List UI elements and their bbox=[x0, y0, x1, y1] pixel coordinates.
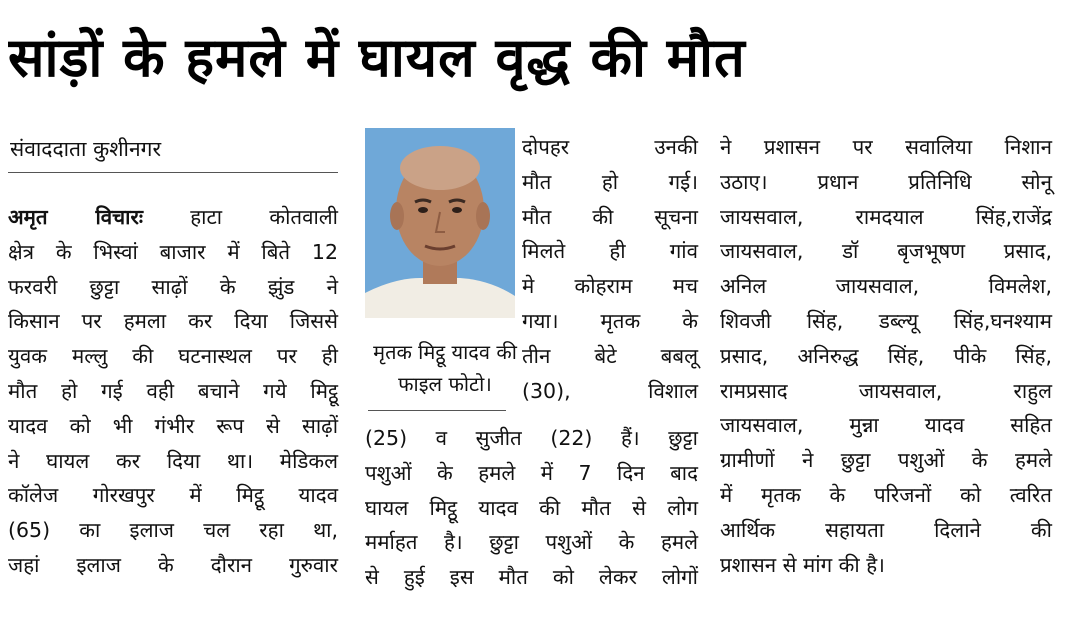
article-line: अमृत विचारः हाटा कोतवाली bbox=[8, 205, 338, 229]
article-line: (25) व सुजीत (22) हैं। छुट्टा bbox=[365, 426, 698, 450]
caption-line: फाइल फोटो। bbox=[398, 372, 492, 396]
article-line: ग्रामीणों ने छुट्टा पशुओं के हमले bbox=[720, 448, 1052, 473]
agency-tag: अमृत विचारः bbox=[8, 205, 144, 229]
article-line: दोपहर उनकी bbox=[522, 135, 698, 159]
article-line: उठाए। प्रधान प्रतिनिधि सोनू bbox=[720, 169, 1052, 194]
article-line: कॉलेज गोरखपुर में मिट्ठू यादव bbox=[8, 483, 338, 508]
article-line: जायसवाल, डॉ बृजभूषण प्रसाद, bbox=[720, 239, 1052, 264]
article-line: अनिल जायसवाल, विमलेश, bbox=[720, 274, 1052, 299]
article-line: जहां इलाज के दौरान गुरुवार bbox=[8, 552, 338, 577]
article-line: (65) का इलाज चल रहा था, bbox=[8, 518, 338, 543]
article-line: में मृतक के परिजनों को त्वरित bbox=[720, 482, 1052, 507]
article-column-3 bbox=[720, 130, 1052, 582]
caption-line: मृतक मिट्ठू यादव की bbox=[373, 340, 517, 364]
article-line: आर्थिक सहायता दिलाने की bbox=[720, 517, 1052, 542]
byline: संवाददाता कुशीनगर bbox=[10, 137, 162, 161]
article-line: जायसवाल, मुन्ना यादव सहित bbox=[720, 413, 1052, 438]
article-line: फरवरी छुट्टा साढ़ों के झुंड ने bbox=[8, 274, 338, 299]
headline: सांड़ों के हमले में घायल वृद्ध की मौत bbox=[8, 26, 746, 89]
portrait-illustration bbox=[365, 128, 515, 318]
article-column-1 bbox=[8, 200, 338, 583]
article-line: किसान पर हमला कर दिया जिससे bbox=[8, 309, 338, 334]
article-line: यादव को भी गंभीर रूप से साढ़ों bbox=[8, 413, 338, 438]
article-line: प्रशासन से मांग की है। bbox=[720, 552, 885, 577]
photo-caption bbox=[360, 336, 530, 400]
article-line: प्रसाद, अनिरुद्ध सिंह, पीके सिंह, bbox=[720, 343, 1052, 368]
article-line: क्षेत्र के भिस्वां बाजार में बिते 12 bbox=[8, 239, 338, 264]
article-line: मौत हो गई। bbox=[522, 169, 698, 194]
article-line: से हुई इस मौत को लेकर लोगों bbox=[365, 565, 698, 590]
article-line: रामप्रसाद जायसवाल, राहुल bbox=[720, 378, 1052, 403]
article-line: गया। मृतक के bbox=[522, 308, 698, 333]
article-line: ने प्रशासन पर सवालिया निशान bbox=[720, 135, 1052, 159]
article-line: पशुओं के हमले में 7 दिन बाद bbox=[365, 460, 698, 485]
article-line: (30), विशाल bbox=[522, 378, 698, 403]
article-line: मौत हो गई वही बचाने गये मिट्ठू bbox=[8, 378, 338, 403]
article-line: मिलते ही गांव bbox=[522, 239, 698, 264]
article-line: मे कोहराम मच bbox=[522, 274, 698, 299]
caption-divider bbox=[368, 410, 506, 411]
article-line: घायल मिट्ठू यादव की मौत से लोग bbox=[365, 495, 698, 520]
article-line: मर्माहत है। छुट्टा पशुओं के हमले bbox=[365, 530, 698, 555]
byline-divider bbox=[8, 172, 338, 173]
article-column-2-narrow bbox=[522, 130, 698, 408]
article-line: शिवजी सिंह, डब्ल्यू सिंह,घनश्याम bbox=[720, 308, 1052, 333]
article-line: तीन बेटे बबलू bbox=[522, 343, 698, 368]
article-column-2-wide bbox=[365, 421, 698, 595]
article-line: मौत की सूचना bbox=[522, 204, 698, 229]
deceased-photo bbox=[365, 128, 515, 318]
article-line: ने घायल कर दिया था। मेडिकल bbox=[8, 448, 338, 473]
article-line: युवक मल्लु की घटनास्थल पर ही bbox=[8, 344, 338, 369]
article-line: जायसवाल, रामदयाल सिंह,राजेंद्र bbox=[720, 204, 1052, 229]
